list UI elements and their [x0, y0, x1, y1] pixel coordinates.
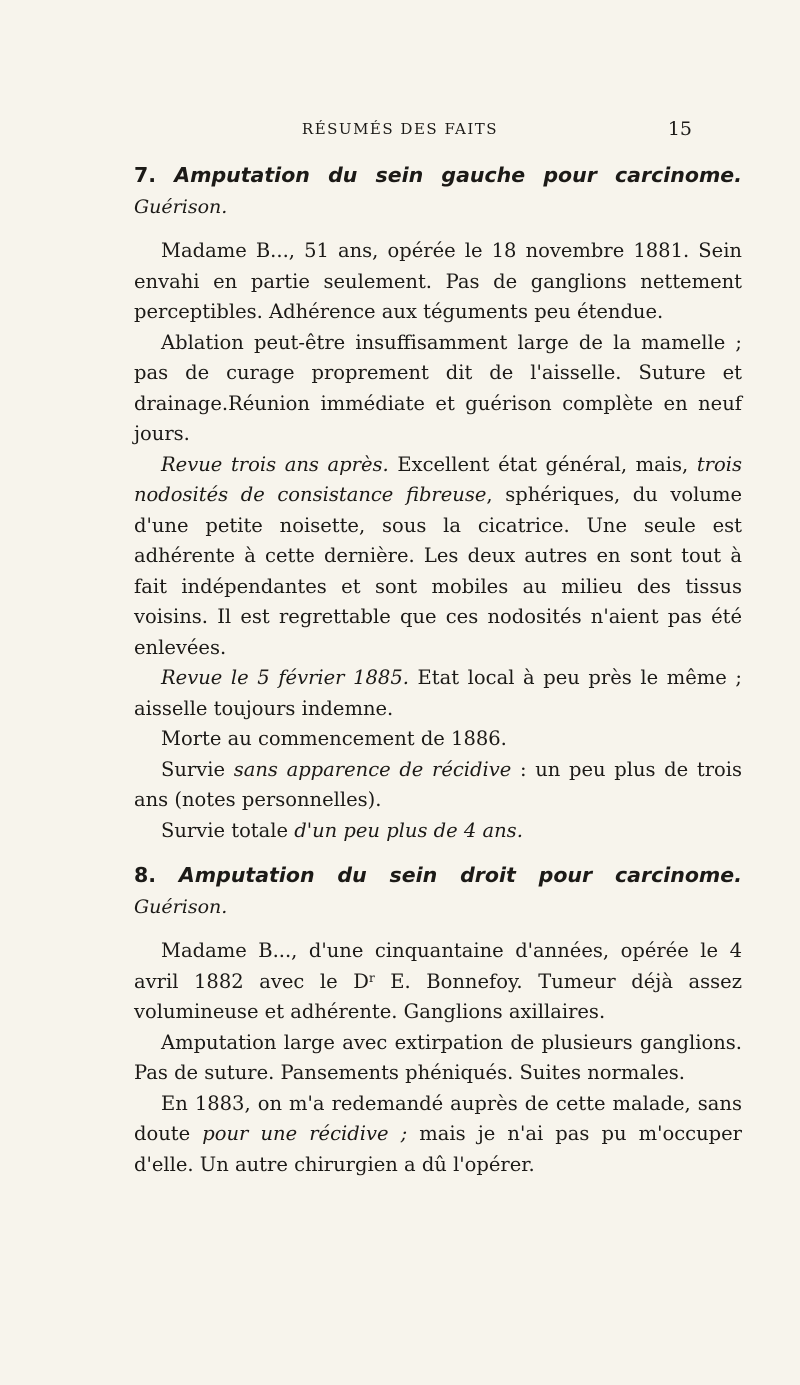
case-7-paragraph: Survie sans apparence de récidive : un peu plus de trois ans (notes personnelles). [134, 757, 742, 811]
case-8-paragraph: Amputation large avec extirpation de plusieurs ganglions. Pas de suture. Pansements phéniqués. Suites normales. [134, 1030, 742, 1084]
case-8-number: 8. [134, 863, 157, 887]
case-7 [134, 160, 742, 846]
case-7-paragraph: Morte au commencement de 1886. [161, 727, 507, 750]
case-7-paragraph: Revue trois ans après. Excellent état général, mais, trois nodosités de consistance fibreuse, sphériques, du volume d'une petite noisette, sous la cicatrice. Une seule est adhérente à cette dernière. Les deux autres en sont tout à fait indépendantes et sont mobiles au milieu des tissus voisins. Il est regrettable que ces nodosités n'aient pas été enlevées. [134, 452, 742, 659]
emphasis: d'un peu plus de 4 ans. [294, 818, 523, 842]
page-header [0, 120, 800, 150]
case-8-title: Amputation du sein droit pour carcinome. [178, 863, 742, 887]
emphasis: sans apparence de récidive [233, 757, 512, 781]
case-8-heading [134, 860, 742, 922]
case-7-paragraph: Survie totale d'un peu plus de 4 ans. [161, 818, 523, 842]
review-date: Revue trois ans après. [161, 452, 389, 476]
case-7-number: 7. [134, 163, 157, 187]
case-7-outcome: Guérison. [134, 195, 228, 218]
running-title: RÉSUMÉS DES FAITS [301, 120, 499, 138]
case-7-paragraph: Madame B..., 51 ans, opérée le 18 novembre 1881. Sein envahi en partie seulement. Pas de ganglions nettement perceptibles. Adhérence aux téguments peu étendue. [134, 239, 742, 323]
case-7-paragraph: Revue le 5 février 1885. Etat local à peu près le même ; aisselle toujours indemne. [134, 666, 742, 720]
case-8-paragraph: En 1883, on m'a redemandé auprès de cette malade, sans doute pour une récidive ; mais je n'ai pas pu m'occuper d'elle. Un autre chirurgien a dû l'opérer. [134, 1091, 742, 1176]
emphasis: trois nodosités de consistance fibreuse [134, 452, 742, 506]
case-7-paragraph: Ablation peut-être insuffisamment large de la mamelle ; pas de curage proprement dit de l'aisselle. Suture et drainage.Réunion immédiate et guérison complète en neuf jours. [134, 330, 742, 445]
review-date: Revue le 5 février 1885. [161, 666, 409, 689]
case-7-heading [134, 160, 742, 222]
case-8-paragraph: Madame B..., d'une cinquantaine d'années, opérée le 4 avril 1882 avec le $D^r$ E. Bonnefoy. Tumeur déjà assez volumineuse et adhérente. Ganglions axillaires. [134, 939, 742, 1023]
emphasis: pour une récidive ; [202, 1122, 408, 1145]
page-body [134, 160, 742, 1180]
page-number: 15 [667, 118, 692, 140]
case-7-title: Amputation du sein gauche pour carcinome. [174, 163, 743, 187]
case-8 [134, 860, 742, 1180]
case-8-outcome: Guérison. [134, 895, 228, 918]
